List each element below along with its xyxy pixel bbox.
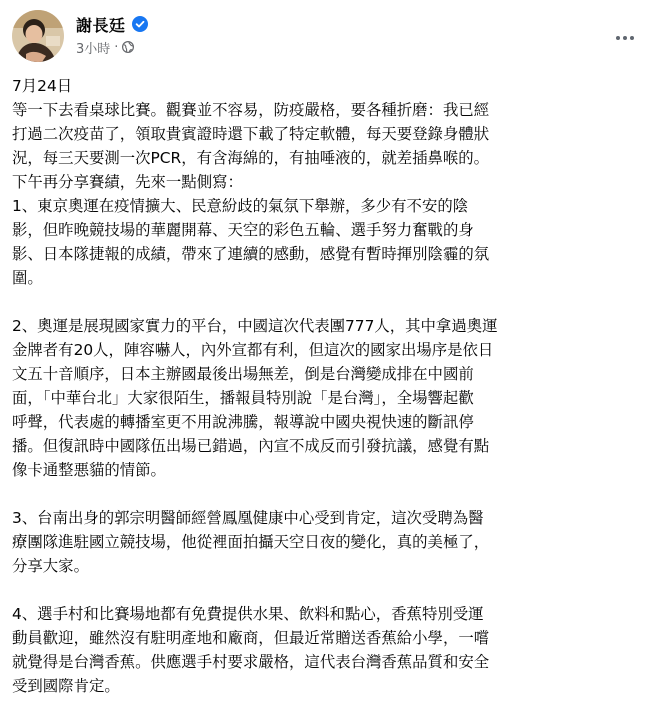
meta-separator: · — [114, 39, 119, 55]
post-paragraph — [12, 602, 648, 698]
globe-icon[interactable] — [122, 41, 134, 53]
post-text-line: 像卡通整悪貓的情節。 — [12, 461, 166, 479]
more-options-icon-dot — [630, 36, 634, 40]
post-text-line: 就覺得是台灣香蕉。供應選手村要求嚴格，這代表台灣香蕉品質和安全 — [12, 653, 490, 671]
avatar-photo — [12, 10, 64, 62]
post-paragraph — [12, 314, 648, 482]
post-text-line: 呼聲，代表處的轉播室更不用說沸騰，報導說中國央視快速的斷訊停 — [12, 413, 474, 431]
author-name-row — [76, 13, 148, 35]
more-options-icon-dot — [623, 36, 627, 40]
post-timestamp[interactable]: 3小時 — [76, 41, 111, 57]
post-text-line: 況，每三天要測一次PCR，有含海綿的，有抽唾液的，就差插鼻喉的。 — [12, 149, 490, 167]
post-text-line: 動員歡迎，雖然沒有駐明產地和廠商，但最近常贈送香蕉給小學，一嚐 — [12, 629, 490, 647]
post-text-line: 下午再分享賽績，先來一點側寫： — [12, 173, 243, 191]
post-text-line: 7月24日 — [12, 77, 73, 95]
post-text-line: 療團隊進駐國立競技場，他從裡面拍攝天空日夜的變化，真的美極了， — [12, 533, 490, 551]
post-text-line: 播。但復訊時中國隊伍出場已錯過，內宣不成反而引發抗議，感覺有點 — [12, 437, 490, 455]
post-text-line: 打過二次疫苗了，領取貴賓證時還下載了特定軟體，每天要登錄身體狀 — [12, 125, 490, 143]
post-text-line: 受到國際肯定。 — [12, 677, 120, 695]
post-text-line: 金牌者有20人，陣容嚇人，內外宣都有利，但這次的國家出場序是依日 — [12, 341, 494, 359]
post-body — [12, 74, 648, 698]
verified-badge-icon — [132, 16, 148, 32]
post-paragraph — [12, 74, 648, 290]
post-text-line: 圍。 — [12, 269, 43, 287]
post-paragraph — [12, 506, 648, 578]
post-meta — [76, 38, 134, 56]
author-name[interactable]: 謝長廷 — [76, 15, 126, 35]
more-options-icon — [616, 36, 620, 40]
more-options-button[interactable] — [607, 20, 643, 56]
post-text-line: 等一下去看桌球比賽。觀賽並不容易，防疫嚴格，要各種折磨：我已經 — [12, 101, 490, 119]
post-text-line: 3、台南出身的郭宗明醫師經營鳳凰健康中心受到肯定，這次受聘為醫 — [12, 509, 484, 527]
post-text-line: 影、日本隊捷報的成績，帶來了連續的感動，感覺有暫時揮別陰霾的氛 — [12, 245, 490, 263]
post-text-line: 4、選手村和比賽場地都有免費提供水果、飲料和點心，香蕉特別受運 — [12, 605, 484, 623]
post-text-line: 1、東京奧運在疫情擴大、民意紛歧的氣氛下舉辦，多少有不安的陰 — [12, 197, 469, 215]
post-text-line: 2、奧運是展現國家實力的平台，中國這次代表團777人，其中拿過奧運 — [12, 317, 498, 335]
post-header — [12, 10, 645, 66]
post-text-line: 影，但昨晚競技場的華麗開幕、天空的彩色五輪、選手努力奮戰的身 — [12, 221, 474, 239]
author-avatar[interactable] — [12, 10, 64, 62]
post-text-line: 文五十音順序，日本主辦國最後出場無差，倒是台灣變成排在中國前 — [12, 365, 474, 383]
post-text-line: 分享大家。 — [12, 557, 89, 575]
post-text-line: 面，「中華台北」大家很陌生，播報員特別說「是台灣」，全場響起歡 — [12, 389, 474, 407]
